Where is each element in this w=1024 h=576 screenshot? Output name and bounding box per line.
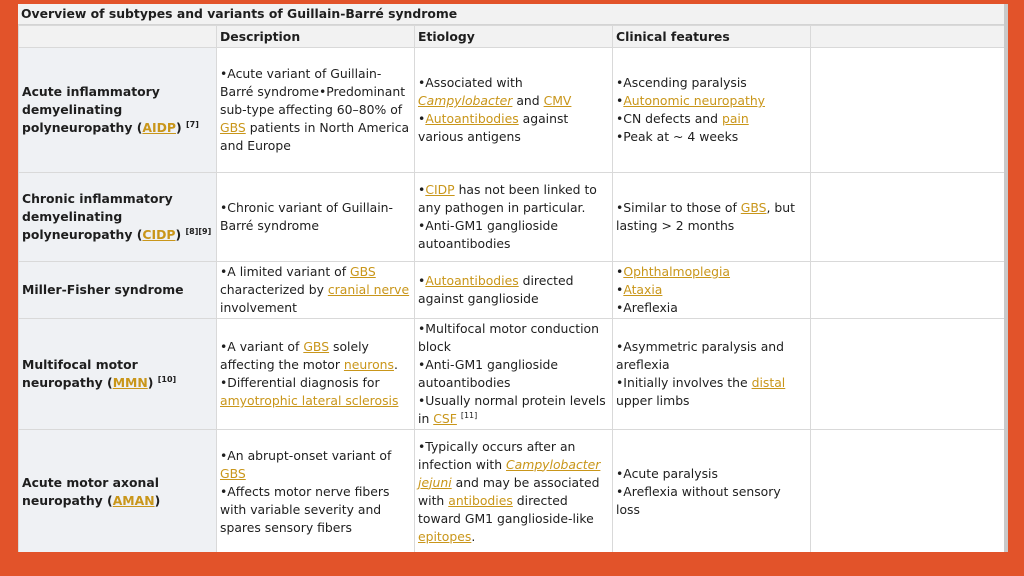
- cell-text: •Chronic variant of Guillain-Barré syndrome: [220, 200, 393, 233]
- etiology-cell: [415, 262, 613, 319]
- citation-ref[interactable]: [7]: [185, 120, 199, 129]
- cell-text: •Typically occurs after an infection with: [418, 438, 576, 472]
- etiology-cell: [415, 430, 613, 553]
- cross-reference-link[interactable]: GBS: [350, 264, 376, 279]
- subtype-cell: [19, 48, 217, 173]
- table-row: [19, 430, 1009, 553]
- subtype-cell: [19, 173, 217, 262]
- cross-reference-link[interactable]: Autoantibodies: [425, 111, 519, 126]
- cell-text: •Differential diagnosis for: [220, 375, 380, 390]
- description-cell: [217, 319, 415, 430]
- subtype-abbrev-link[interactable]: MMN: [112, 375, 148, 390]
- clinical-features-cell: [613, 319, 811, 430]
- header-row: [19, 26, 1009, 48]
- cell-text: •: [418, 273, 426, 288]
- cross-reference-link[interactable]: CMV: [543, 93, 572, 108]
- cross-reference-link[interactable]: neurons: [343, 357, 394, 372]
- cross-reference-link[interactable]: cranial nerve: [327, 282, 410, 297]
- cross-reference-link[interactable]: distal: [751, 375, 786, 390]
- cell-text: •Anti-GM1 ganglioside autoantibodies: [418, 218, 559, 251]
- cell-text: •Ascending paralysis: [616, 75, 747, 90]
- cell-text: •Areflexia: [616, 300, 678, 315]
- gbs-subtypes-table: [18, 25, 1008, 552]
- clinical-features-cell: [613, 430, 811, 553]
- empty-cell: [811, 173, 1009, 262]
- etiology-cell: [415, 48, 613, 173]
- table-slide: [18, 4, 1008, 552]
- cross-reference-link[interactable]: epitopes: [418, 528, 472, 544]
- cell-text: directed against ganglioside: [418, 273, 574, 306]
- table-row: [19, 48, 1009, 173]
- header-empty: [811, 26, 1009, 48]
- subtype-name-end: ): [147, 375, 154, 390]
- cell-text: •: [616, 264, 624, 279]
- citation-ref[interactable]: [8][9]: [185, 227, 212, 236]
- cell-text: has not been linked to any pathogen in particular.: [418, 182, 597, 215]
- subtype-cell: [19, 319, 217, 430]
- cell-text: upper limbs: [616, 393, 690, 408]
- cell-text: •Affects motor nerve fibers with variable severity and spares sensory fibers: [220, 483, 390, 535]
- cell-text: involvement: [220, 300, 298, 315]
- cell-text: •Acute variant of Guillain-Barré syndrome: [220, 66, 382, 99]
- subtype-cell: [19, 430, 217, 553]
- etiology-cell: [415, 319, 613, 430]
- cell-text: and: [512, 93, 544, 108]
- table-caption: Overview of subtypes and variants of Guillain-Barré syndrome: [18, 4, 1008, 25]
- cell-text: and may be associated with: [418, 474, 600, 508]
- cell-text: .: [393, 357, 398, 372]
- cross-reference-link[interactable]: CIDP: [425, 182, 455, 197]
- cell-text: •Predominant sub-type affecting 60–80% of: [220, 84, 406, 117]
- cell-text: •Multifocal motor conduction block: [418, 321, 599, 354]
- cell-text: , but lasting > 2 months: [616, 200, 795, 233]
- cross-reference-link[interactable]: Ophthalmoplegia: [623, 264, 731, 279]
- subtype-name: Acute inflammatory demyelinating polyneuropathy (: [22, 84, 160, 135]
- empty-cell: [811, 48, 1009, 173]
- subtype-name: Multifocal motor neuropathy (: [22, 357, 138, 390]
- subtype-name-end: ): [154, 492, 161, 508]
- cell-text: against various antigens: [418, 111, 569, 144]
- description-cell: [217, 430, 415, 553]
- subtype-name: Chronic inflammatory demyelinating polyneuropathy (: [22, 191, 173, 242]
- cell-text: .: [471, 528, 476, 544]
- subtype-abbrev-link[interactable]: AIDP: [142, 120, 176, 135]
- slide-bottom-band: [18, 552, 1008, 556]
- cell-text: •: [616, 93, 624, 108]
- cell-text: •: [616, 282, 624, 297]
- cross-reference-link[interactable]: GBS: [740, 200, 767, 215]
- cell-text: solely affecting the motor: [220, 339, 369, 372]
- cell-text: •An abrupt-onset variant of: [220, 447, 392, 463]
- cross-reference-link[interactable]: antibodies: [448, 492, 513, 508]
- empty-cell: [811, 319, 1009, 430]
- cell-text: characterized by: [220, 282, 328, 297]
- cross-reference-link[interactable]: pain: [721, 111, 749, 126]
- header-subtype: [19, 26, 217, 48]
- cell-text: patients in North America and Europe: [220, 120, 410, 153]
- cell-text: •Peak at ~ 4 weeks: [616, 129, 739, 144]
- cross-reference-link[interactable]: GBS: [220, 465, 246, 481]
- subtype-abbrev-link[interactable]: CIDP: [142, 227, 176, 242]
- cell-text: •A variant of: [220, 339, 304, 354]
- subtype-cell: [19, 262, 217, 319]
- cell-text: directed toward GM1 ganglioside-like: [418, 492, 594, 526]
- cross-reference-link[interactable]: Ataxia: [623, 282, 663, 297]
- description-cell: [217, 262, 415, 319]
- cell-text: •CN defects and: [616, 111, 722, 126]
- cell-text: •Associated with: [418, 75, 523, 90]
- clinical-features-cell: [613, 48, 811, 173]
- subtype-abbrev-link[interactable]: AMAN: [112, 492, 155, 508]
- header-etiology: Etiology: [415, 26, 613, 48]
- subtype-name: Miller-Fisher syndrome: [22, 282, 184, 297]
- clinical-features-cell: [613, 173, 811, 262]
- cell-text: •Similar to those of: [616, 200, 741, 215]
- table-row: [19, 319, 1009, 430]
- header-clinical-features: Clinical features: [613, 26, 811, 48]
- clinical-features-cell: [613, 262, 811, 319]
- cell-text: •Usually normal protein levels in: [418, 393, 606, 426]
- cross-reference-link[interactable]: Campylobacter: [418, 93, 513, 108]
- cell-text: •A limited variant of: [220, 264, 350, 279]
- subtype-name-end: ): [175, 227, 182, 242]
- table-row: [19, 173, 1009, 262]
- description-cell: [217, 48, 415, 173]
- subtype-name-end: ): [175, 120, 182, 135]
- cross-reference-link[interactable]: amyotrophic lateral sclerosis: [220, 393, 399, 408]
- cross-reference-link[interactable]: Autoantibodies: [425, 273, 519, 288]
- header-description: Description: [217, 26, 415, 48]
- cell-text: •Anti-GM1 ganglioside autoantibodies: [418, 357, 559, 390]
- cell-text: •: [418, 182, 426, 197]
- cell-text: •: [418, 111, 426, 126]
- cross-reference-link[interactable]: Autonomic neuropathy: [623, 93, 766, 108]
- citation-ref[interactable]: [10]: [157, 375, 177, 384]
- citation-ref[interactable]: [11]: [460, 411, 478, 420]
- empty-cell: [811, 430, 1009, 553]
- empty-cell: [811, 262, 1009, 319]
- cross-reference-link[interactable]: Campylobacter jejuni: [418, 456, 601, 490]
- table-row: [19, 262, 1009, 319]
- cross-reference-link[interactable]: GBS: [220, 120, 246, 135]
- cell-text: •Initially involves the: [616, 375, 752, 390]
- cell-text: •Asymmetric paralysis and areflexia: [616, 339, 785, 372]
- etiology-cell: [415, 173, 613, 262]
- cell-text: •Acute paralysis: [616, 465, 718, 481]
- cross-reference-link[interactable]: CSF: [433, 411, 457, 426]
- subtype-name: Acute motor axonal neuropathy (: [22, 474, 159, 508]
- description-cell: [217, 173, 415, 262]
- cell-text: •Areflexia without sensory loss: [616, 483, 781, 517]
- cross-reference-link[interactable]: GBS: [303, 339, 330, 354]
- slide-edge-shadow: [1004, 4, 1008, 552]
